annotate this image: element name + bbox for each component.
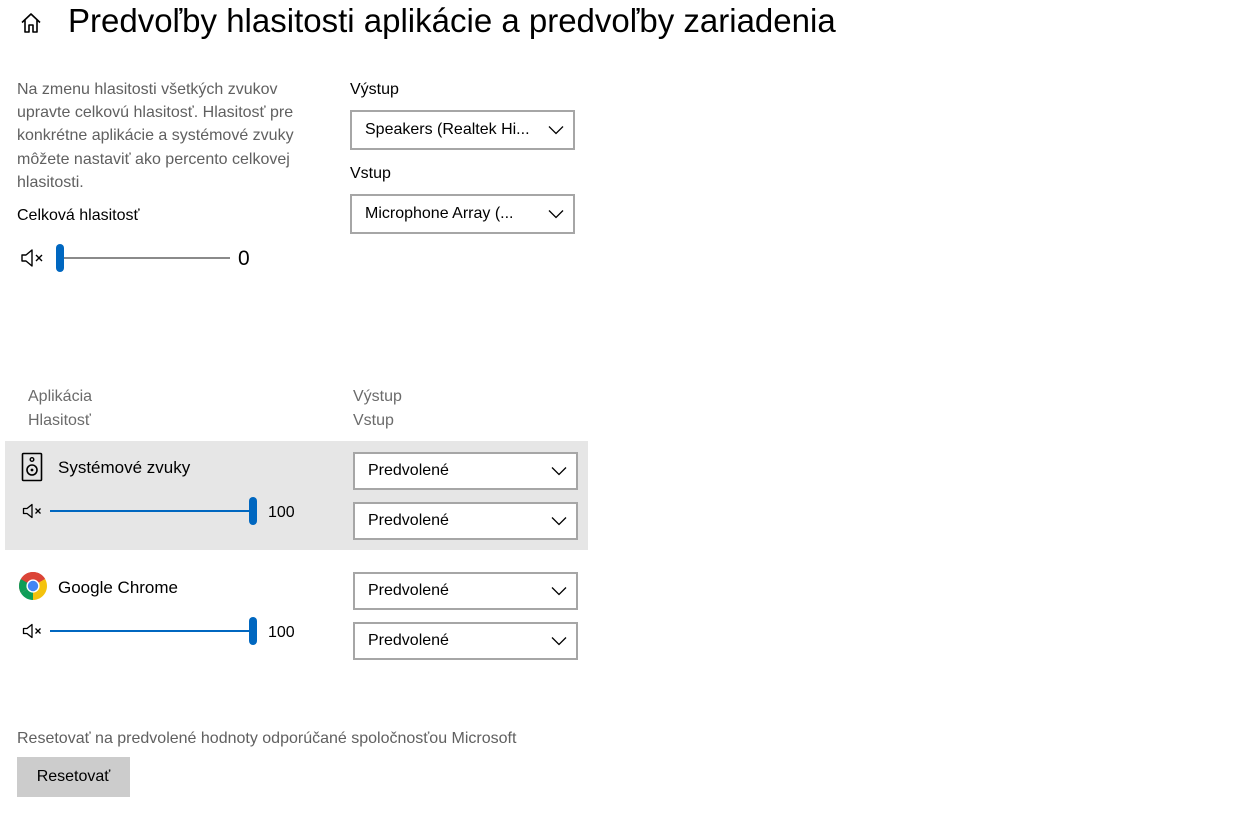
app-output-value: Predvolené — [368, 582, 449, 599]
master-volume-value: 0 — [238, 247, 250, 270]
app-volume-slider[interactable] — [50, 617, 253, 645]
app-name: Google Chrome — [58, 578, 179, 597]
app-output-value: Predvolené — [368, 462, 449, 479]
column-header-output: Výstup — [353, 388, 402, 405]
speaker-mute-icon — [20, 247, 46, 269]
reset-description: Resetovať na predvolené hodnoty odporúčané spoločnosťou Microsoft — [17, 730, 517, 747]
app-volume-slider[interactable] — [50, 497, 253, 525]
reset-button[interactable]: Resetovať — [17, 757, 130, 797]
volume-description: Na zmenu hlasitosti všetkých zvukov upravte celkovú hlasitosť. Hlasitosť pre konkrétne aplikácie a systémové zvuky môžete nastaviť ako percento celkovej hlasitosti. — [17, 81, 294, 191]
speaker-mute-icon — [22, 622, 44, 640]
column-header-input: Vstup — [353, 412, 394, 429]
slider-track — [60, 257, 230, 259]
home-button[interactable] — [14, 6, 48, 40]
input-device-value: Microphone Array (... — [365, 205, 514, 222]
app-input-value: Predvolené — [368, 512, 449, 529]
app-name: Systémové zvuky — [58, 458, 191, 477]
app-output-dropdown[interactable] — [353, 572, 578, 610]
slider-fill — [50, 510, 253, 512]
input-device-label: Vstup — [350, 165, 391, 182]
app-mute-button[interactable] — [22, 501, 46, 521]
master-volume-slider[interactable] — [60, 244, 230, 272]
app-input-dropdown[interactable] — [353, 622, 578, 660]
input-device-dropdown[interactable] — [350, 194, 575, 234]
chevron-down-icon — [551, 516, 567, 526]
master-volume-label: Celková hlasitosť — [17, 207, 140, 224]
app-volume-value: 100 — [268, 624, 295, 641]
slider-thumb[interactable] — [249, 497, 257, 525]
master-mute-button[interactable] — [20, 246, 48, 270]
home-icon — [19, 11, 43, 35]
page-title: Predvoľby hlasitosti aplikácie a predvoľby zariadenia — [68, 2, 836, 39]
chevron-down-icon — [548, 209, 564, 219]
slider-thumb[interactable] — [249, 617, 257, 645]
app-input-dropdown[interactable] — [353, 502, 578, 540]
speaker-icon — [20, 452, 46, 482]
chevron-down-icon — [551, 586, 567, 596]
output-device-value: Speakers (Realtek Hi... — [365, 121, 530, 138]
output-device-dropdown[interactable] — [350, 110, 575, 150]
slider-thumb[interactable] — [56, 244, 64, 272]
output-device-label: Výstup — [350, 81, 399, 98]
app-volume-value: 100 — [268, 504, 295, 521]
slider-fill — [50, 630, 253, 632]
app-input-value: Predvolené — [368, 632, 449, 649]
app-output-dropdown[interactable] — [353, 452, 578, 490]
column-header-app: Aplikácia — [28, 388, 93, 405]
chevron-down-icon — [551, 636, 567, 646]
column-header-volume: Hlasitosť — [28, 412, 91, 429]
chevron-down-icon — [548, 125, 564, 135]
app-mute-button[interactable] — [22, 621, 46, 641]
speaker-mute-icon — [22, 502, 44, 520]
chrome-icon — [18, 571, 48, 601]
chevron-down-icon — [551, 466, 567, 476]
